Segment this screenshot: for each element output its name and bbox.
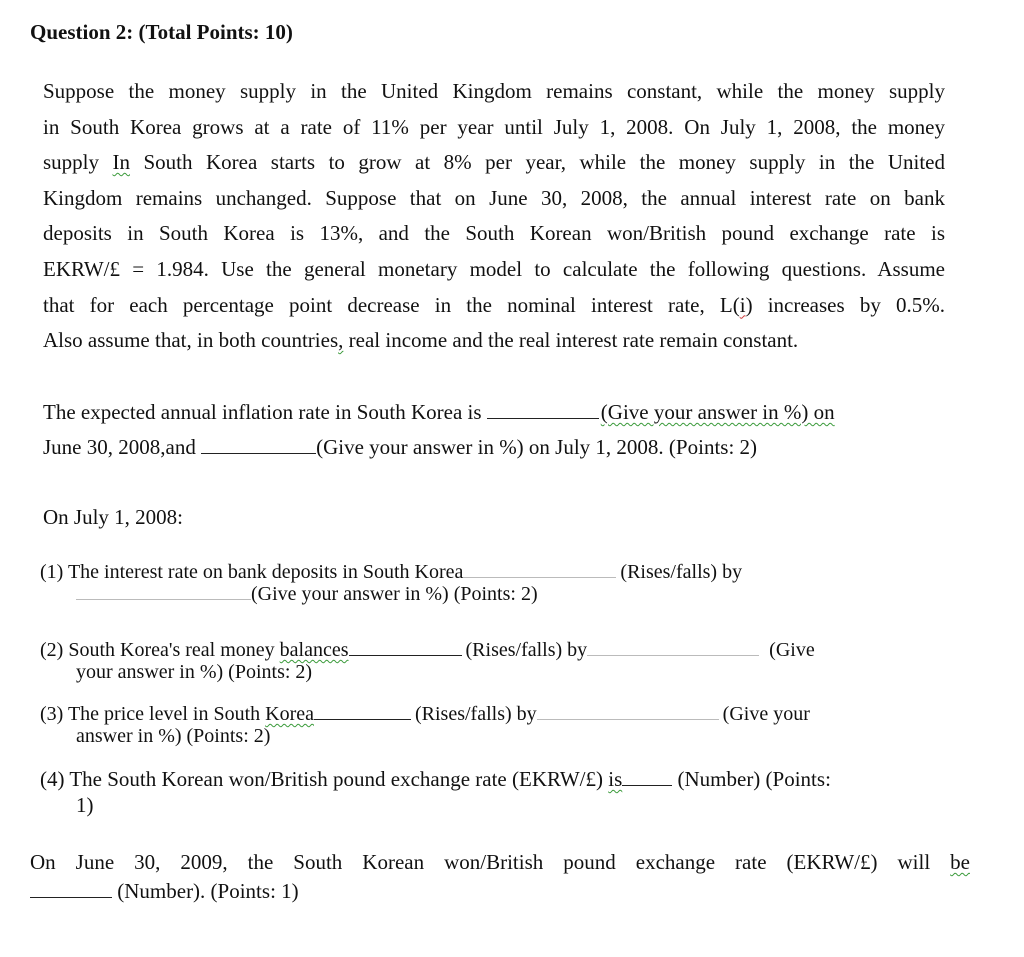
paragraph-line: [43, 145, 945, 181]
spellcheck-word: be: [950, 850, 970, 874]
item-line: [40, 639, 815, 661]
paragraph-line: EKRW/£ = 1.984. Use the general monetary model to calculate the following questions. Assume: [43, 256, 945, 281]
paragraph-text: that for each percentage point decrease in the nominal interest rate, L(: [43, 292, 740, 317]
item-text: (Give your: [722, 703, 810, 725]
item-text: (Rises/falls) by: [415, 703, 537, 725]
question-line: [43, 430, 945, 465]
final-line: [30, 848, 970, 877]
paragraph-text: supply: [43, 150, 100, 175]
paragraph-text: ) increases by 0.5%.: [745, 292, 945, 317]
paragraph-line: Suppose the money supply in the United Kingdom remains constant, while the money supply: [43, 79, 945, 103]
question-line: [43, 395, 945, 430]
final-text: On June 30, 2009, the South Korean won/British pound exchange rate (EKRW/£) will: [30, 850, 951, 874]
item-line: 1): [76, 793, 94, 817]
item-text: (1) The interest rate on bank deposits in South Korea: [40, 561, 464, 583]
answer-blank-june-inflation[interactable]: [487, 418, 599, 419]
question-paragraph: [43, 74, 945, 359]
paragraph-text: real income and the real interest rate remain constant.: [343, 328, 799, 353]
paragraph-line: Kingdom remains unchanged. Suppose that on June 30, 2008, the annual interest rate on bank: [43, 185, 945, 210]
question-text: June 30, 2008,and: [43, 435, 202, 459]
answer-blank-percent[interactable]: [537, 719, 719, 720]
spellcheck-mark: ,: [338, 328, 344, 353]
item-text: (3) The price level in South: [40, 703, 266, 725]
spellcheck-word: is: [608, 767, 623, 791]
spellcheck-word: balances: [279, 639, 349, 661]
paragraph-line: [43, 323, 945, 359]
answer-blank-rises-falls[interactable]: [314, 719, 411, 720]
question-title: Question 2: (Total Points: 10): [30, 20, 293, 44]
section-intro: On July 1, 2008:: [43, 505, 184, 529]
answer-blank-exchange-rate[interactable]: [622, 785, 672, 786]
paragraph-text: South Korea starts to grow at 8% per year, while the money supply in the United: [143, 150, 945, 175]
final-line: [30, 877, 970, 906]
answer-blank-percent[interactable]: [587, 655, 759, 656]
item-text: (2) South Korea's real money: [40, 639, 280, 661]
question-item-4: [40, 766, 831, 818]
final-question: [30, 848, 970, 906]
question-text: (Give your answer in %) on July 1, 2008. (Points: 2): [316, 435, 758, 459]
item-line: [40, 703, 810, 725]
question-item-1: [40, 561, 742, 605]
item-text: (Give your answer in %) (Points: 2): [251, 583, 538, 605]
question-text: The expected annual inflation rate in South Korea is: [43, 400, 487, 424]
item-line: [40, 561, 742, 583]
inflation-question: [43, 395, 945, 465]
paragraph-line: deposits in South Korea is 13%, and the South Korean won/British pound exchange rate is: [43, 221, 945, 246]
item-text: (4) The South Korean won/British pound exchange rate (EKRW/£): [40, 767, 609, 791]
answer-blank-percent[interactable]: [76, 599, 251, 600]
paragraph-line: [43, 288, 945, 324]
answer-blank-july-inflation[interactable]: [201, 453, 316, 454]
answer-blank-2009-exchange-rate[interactable]: [30, 897, 112, 898]
paragraph-text: Also assume that, in both countries: [43, 328, 339, 353]
item-line: your answer in %) (Points: 2): [76, 661, 313, 683]
answer-blank-rises-falls[interactable]: [349, 655, 462, 656]
spellcheck-word: i: [739, 292, 746, 317]
item-text: (Give: [769, 639, 815, 661]
question-text: (Give your answer in %) on: [600, 400, 835, 424]
final-text: (Number). (Points: 1): [112, 879, 299, 903]
item-text: (Number) (Points:: [672, 767, 831, 791]
question-item-2: [40, 639, 815, 683]
spellcheck-word: Korea: [265, 703, 314, 725]
answer-blank-rises-falls[interactable]: [463, 577, 616, 578]
item-line: answer in %) (Points: 2): [76, 725, 271, 747]
item-line: [40, 766, 831, 792]
spellcheck-word: In: [112, 150, 130, 175]
item-text: (Rises/falls) by: [620, 561, 743, 583]
item-line: [40, 583, 742, 605]
item-text: (Rises/falls) by: [465, 639, 588, 661]
paragraph-line: in South Korea grows at a rate of 11% per year until July 1, 2008. On July 1, 2008, the money: [43, 114, 945, 139]
question-item-3: [40, 703, 810, 747]
